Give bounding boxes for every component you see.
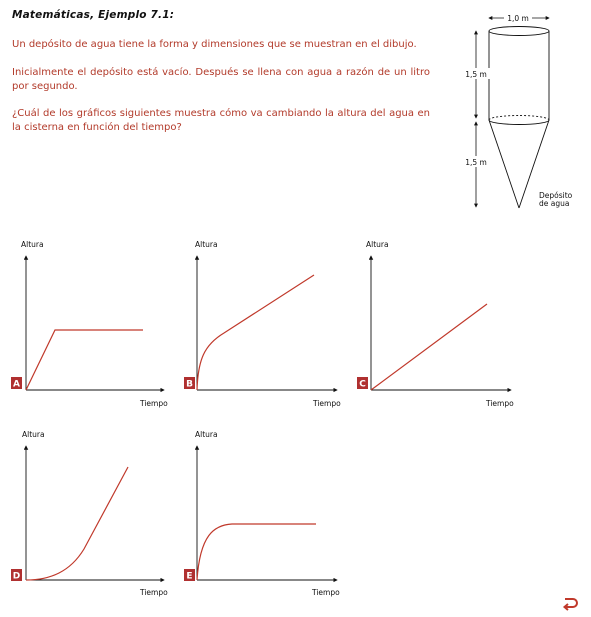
cylinder-top <box>489 27 549 36</box>
graph-b[interactable] <box>184 240 341 408</box>
graph-c-y-label: Altura <box>366 240 389 249</box>
graph-a-y-label: Altura <box>21 240 44 249</box>
graph-c-curve <box>371 304 487 390</box>
graph-e[interactable] <box>184 430 340 597</box>
badge-a-letter: A <box>13 379 20 390</box>
graph-b-x-label: Tiempo <box>313 399 341 408</box>
graph-a-x-label: Tiempo <box>140 399 168 408</box>
paragraph-3: ¿Cuál de los gráficos siguientes muestra cómo va cambiando la altura del agua en la cisterna en función del tiempo? <box>12 108 430 133</box>
graph-c[interactable] <box>357 240 514 408</box>
graph-e-x-label: Tiempo <box>312 588 340 597</box>
graph-b-y-label: Altura <box>195 240 218 249</box>
badge-d-letter: D <box>12 571 21 582</box>
cone-height-label: 1,5 m <box>465 158 487 167</box>
tank-caption-line2: de agua <box>539 199 570 208</box>
cylinder-height-label: 1,5 m <box>465 70 487 79</box>
tank-diagram <box>462 12 573 208</box>
graph-b-curve <box>197 275 314 390</box>
graph-a-curve <box>26 330 143 390</box>
width-label: 1,0 m <box>507 14 529 23</box>
page-title: Matemáticas, Ejemplo 7.1: <box>12 9 175 21</box>
return-arrow-icon[interactable] <box>561 595 581 611</box>
badge-c-letter: C <box>359 379 366 390</box>
tank-caption-line1: Depósito <box>539 191 573 200</box>
badge-b-letter: B <box>186 379 193 390</box>
graph-e-y-label: Altura <box>195 430 218 439</box>
graph-c-x-label: Tiempo <box>486 399 514 408</box>
cone-left <box>489 120 519 208</box>
graph-d-x-label: Tiempo <box>140 588 168 597</box>
paragraph-1: Un depósito de agua tiene la forma y dimensiones que se muestran en el dibujo. <box>12 39 417 50</box>
graph-e-curve <box>197 524 316 580</box>
graph-d[interactable] <box>11 430 168 597</box>
graph-a[interactable] <box>11 240 168 408</box>
graph-d-y-label: Altura <box>22 430 45 439</box>
paragraph-2: Inicialmente el depósito está vacío. Después se llena con agua a razón de un litro por segundo. <box>12 67 430 92</box>
badge-e-letter: E <box>186 571 193 582</box>
graph-d-curve <box>26 467 128 580</box>
